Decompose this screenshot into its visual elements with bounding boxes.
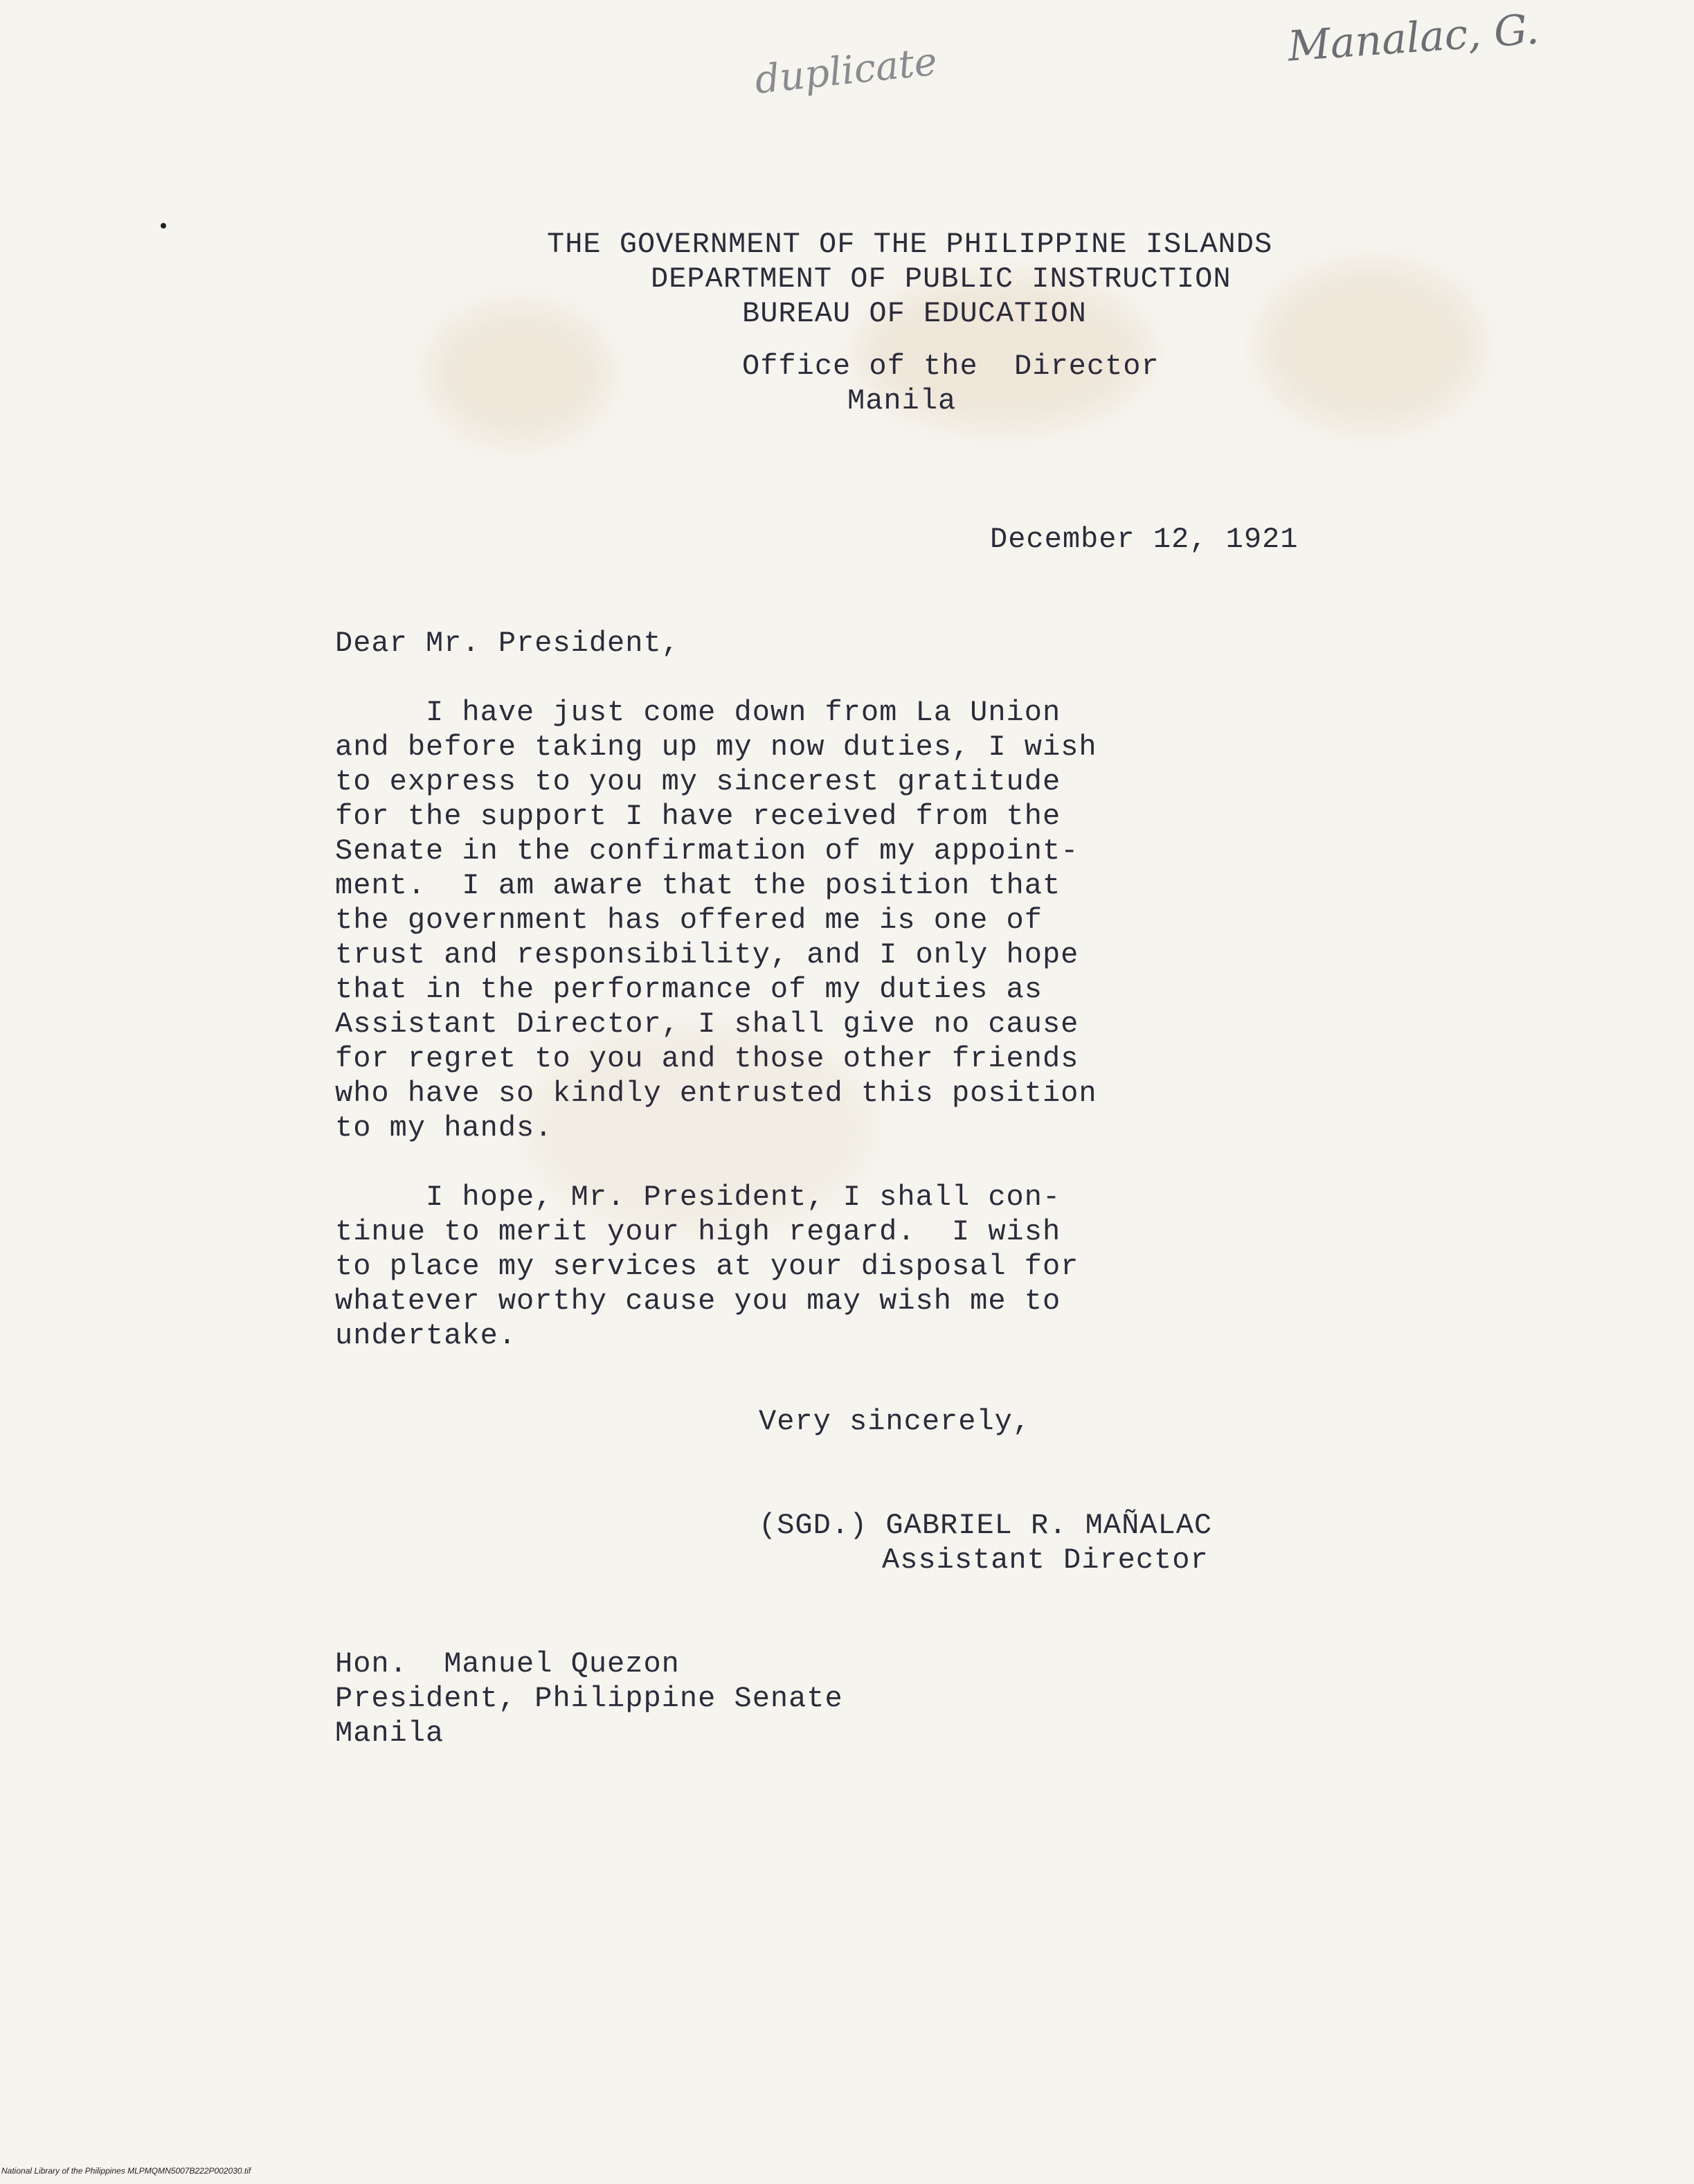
archive-footer: National Library of the Philippines MLPMQMN5007B222P002030.tif xyxy=(1,2166,251,2176)
paragraph-line: tinue to merit your high regard. I wish xyxy=(335,1215,1061,1248)
paragraph-line: for the support I have received from the xyxy=(335,800,1061,833)
letterhead-city: Manila xyxy=(847,384,957,418)
recipient-title: President, Philippine Senate xyxy=(335,1682,843,1715)
paragraph-line: to my hands. xyxy=(335,1111,553,1145)
letterhead-department: DEPARTMENT OF PUBLIC INSTRUCTION xyxy=(651,262,1232,296)
margin-mark xyxy=(161,223,166,229)
signature-name: (SGD.) GABRIEL R. MAÑALAC xyxy=(759,1509,1213,1542)
letter-date: December 12, 1921 xyxy=(990,523,1299,556)
paragraph-line: for regret to you and those other friends xyxy=(335,1042,1079,1075)
paragraph-line: Assistant Director, I shall give no cause xyxy=(335,1008,1079,1041)
paragraph-line: trust and responsibility, and I only hope xyxy=(335,938,1079,972)
letterhead-bureau: BUREAU OF EDUCATION xyxy=(742,297,1087,330)
salutation: Dear Mr. President, xyxy=(335,627,680,660)
letterhead-office: Office of the Director xyxy=(742,350,1160,383)
paragraph-line: who have so kindly entrusted this position xyxy=(335,1077,1097,1110)
handwritten-duplicate-note: duplicate xyxy=(753,39,939,103)
letterhead-government: THE GOVERNMENT OF THE PHILIPPINE ISLANDS xyxy=(547,228,1273,261)
paragraph-line: that in the performance of my duties as xyxy=(335,973,1043,1006)
signature-title: Assistant Director xyxy=(882,1543,1209,1577)
handwritten-name-note: Manalac, G. xyxy=(1286,5,1541,71)
paragraph-line: to place my services at your disposal for xyxy=(335,1250,1079,1283)
closing: Very sincerely, xyxy=(759,1405,1031,1438)
paragraph-line: ment. I am aware that the position that xyxy=(335,869,1061,902)
recipient-name: Hon. Manuel Quezon xyxy=(335,1647,680,1681)
paragraph-line: Senate in the confirmation of my appoint- xyxy=(335,834,1079,868)
paragraph-line: undertake. xyxy=(335,1319,517,1352)
paragraph-line: the government has offered me is one of xyxy=(335,904,1043,937)
paragraph-line: I have just come down from La Union xyxy=(335,696,1061,729)
recipient-city: Manila xyxy=(335,1717,444,1750)
paragraph-line: whatever worthy cause you may wish me to xyxy=(335,1285,1061,1318)
paragraph-line: I hope, Mr. President, I shall con- xyxy=(335,1181,1061,1214)
paragraph-line: to express to you my sincerest gratitude xyxy=(335,765,1061,798)
stain xyxy=(1260,263,1481,429)
stain xyxy=(429,305,609,443)
paragraph-line: and before taking up my now duties, I wish xyxy=(335,731,1097,764)
